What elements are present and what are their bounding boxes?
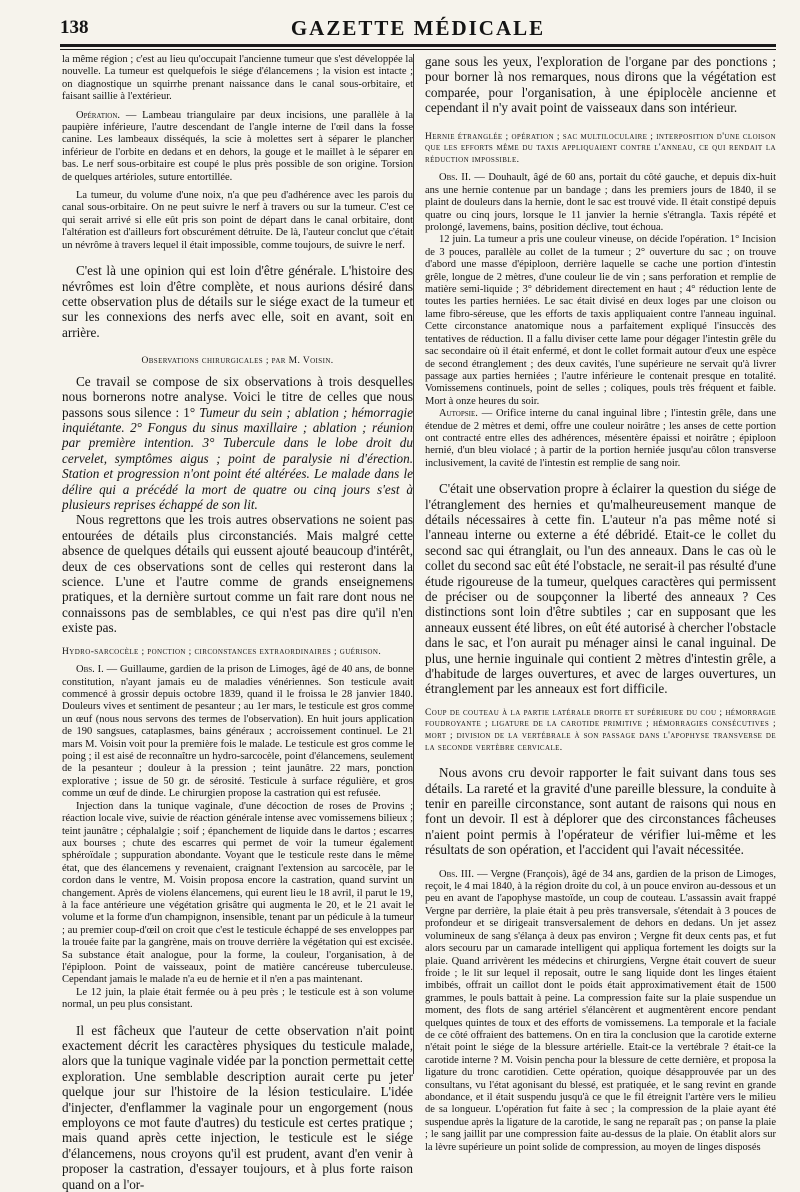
paragraph: Nous regrettons que les trois autres observations ne soient pas entourées de détails plus circonstanciés. Mais malgré cette absence de quelques détails qui eussent ajouté beaucoup d'intérêt, deux de ces observations sont de celles qui resteront dans la science. L'une et l'autre comme de grands enseignemens pratiques, et la dernière surtout comme un fait rare dont nous ne connaissons pas de semblables, ce qui n'est pas dire qu'il n'en existe pas. (62, 512, 413, 636)
paragraph: gane sous les yeux, l'exploration de l'organe par des ponctions ; pour borner là nos remarques, nous dirons que la végétation est comparée, pour l'organisation, à une épiplocèle ancienne et cependant il n'y avait point de vaisseaux dans son intérieur. (425, 54, 776, 116)
observation-2 (425, 172, 776, 234)
paragraph (62, 374, 413, 513)
paragraph-italic: Tumeur du sein ; ablation ; hémorragie inquiétante. 2° Fongus du sinus maxillaire ; ablation ; réunion par première intention. 3° Tubercule dans le lobe droit du cervelet, symptômes aigus ; point de paralysie ni d'érection. Station et progression n'ont point été altérées. Le malade dans le délire qui a précédé la mort de quatre ou cinq jours s'est à plusieurs reprises échappé de son lit. (62, 404, 413, 512)
paragraph: C'était une observation propre à éclairer la question du siége de l'étranglement des hernies et qu'malheureusement manque de détails nécessaires à cette fin. L'auteur n'a pas même noté si l'anneau interne ou externe a été débridé. Etait-ce le collet du second sac qui étranglait, ou l'un des anneaux. Dans le cas où le collet du second sac eût été l'obstacle, ne serait-il pas résulté d'une étude rigoureuse de la tumeur, quelques caractères qui permissent de préciser ou de soupçonner la liberté des anneaux ? Ces distinctions sont loin d'être subtiles ; car en supposant que les anneaux eussent été libres, on eût été autorisé à chercher l'obstacle dans le sac, et l'on aurait pu ménager ainsi le canal inguinal. De plus, une hernie inguinale qui contient 2 mètres d'intestin grêle, a d'habitude de larges ouvertures, et avec de larges ouvertures, un étranglement par les anneaux est fort difficile. (425, 481, 776, 697)
paragraph: la même région ; c'est au lieu qu'occupait l'ancienne tumeur que s'est développée la nouvelle. La tumeur est quelquefois le siége d'élancemens ; la vision est intacte ; on diagnostique un squirrhe prenant naissance dans le canal sous-orbitaire, et faisant saillie à l'extérieur. (62, 54, 413, 103)
paragraph: Nous avons cru devoir rapporter le fait suivant dans tous ses détails. La rareté et la gravité d'une pareille blessure, la conduite à tenir en pareille circonstance, sont autant de raisons qui nous en font un devoir. Il est à déplorer que des circonstances fâcheuses n'aient point permis à l'opérateur de vérifier lui-même et les résultats de son opération, et l'accident qui l'avait nécessitée. (425, 765, 776, 858)
right-column (425, 54, 776, 1154)
journal-title: GAZETTE MÉDICALE (290, 16, 546, 40)
left-column (62, 54, 413, 1192)
page-number: 138 (60, 17, 89, 38)
header-rule-thick (60, 44, 776, 47)
paragraph-autopsie (425, 408, 776, 470)
paragraph-text: — Lambeau triangulaire par deux incisions, une parallèle à la paupière inférieure, l'autre descendant de l'angle interne de l'œil dans la fosse canine. Les lambeaux disséqués, la scie à molettes sert à séparer le plancher inférieur de l'orbite en dedans et en dehors, la gouge et le maillet à le séparer en bas. Le nerf sous-orbitaire est coupé le plus près possible de son origine. Torsion de quelques artérioles, suture entortillée. (62, 109, 413, 183)
paragraph-text: — Vergne (François), âgé de 34 ans, gardien de la prison de Limoges, reçoit, le 4 mai 1840, à la région droite du col, à un pouce environ au-dessous et un peu en avant de l'apophyse mastoïde, un coup de couteau. L'assassin avait frappé Vergne par derrière, la plaie était à peu près transversale, s'étendait à 3 pouces de profondeur et se dirigeait transversalement de dehors en dedans. Un jet assez volumineux de sang s'élança à deux pas environ ; Vergne fit deux cents pas, et fut alors secouru par un camarade intelligent qui appliqua fortement les doigts sur la plaie. Quand arrivèrent les médecins et chirurgiens, Vergne était couvert de sueur froide ; le lit sur lequel il reposait, outre le sang liquide dont les linges étaient imbibés, offrait un caillot dont le poids était approximativement était de 1500 grammes, le pouls battait à peine. La compression faite sur la plaie suspendue un moment, des flots de sang artériel s'élancèrent et augmentèrent encore pendant quelques quintes de toux et des efforts de vomissemens. La temporale et la faciale de ce côté offraient des battemens. On en tira la conclusion que la carotide externe n'était point le siége de la blessure artérielle. Etait-ce la vertébrale ? était-ce la carotide interne ? M. Voisin pencha pour la blessure de cette dernière, et proposa la ligature du tronc carotidien. Cette opération, quoique désapprouvée par un des consultans, vu l'état agonisant du blessé, est pratiquée, et le sang revint en grande abondance, et il était suspendu jusqu'à ce que le fil étreignit l'artère vers le milieu de sa longueur. L'opération fut faite à sec ; la compression de la plaie ayant été suspendue après la ligature de la carotide, le sang ne reparaît pas ; on panse la plaie ; le sang jaillit par une compression faite au-dessus de la plaie. On établit alors sur la lèvre supérieure un point solide de compression, au moyen de linges disposés (425, 868, 776, 1153)
observation-1 (62, 664, 413, 800)
paragraph: La tumeur, du volume d'une noix, n'a que peu d'adhérence avec les parois du canal sous-orbitaire. On ne peut suivre le nerf à travers ou sur la tumeur. C'est ce qui serait arrivé si elle eût pris son point de départ dans le canal orbitaire, dont l'altération est d'ailleurs fort obscurément détruite. De là, l'auteur conclut que c'était un névrôme à travers lequel il était impossible, comme toujours, de suivre le nerf. (62, 190, 413, 251)
run-in-heading: Autopsie. (439, 408, 478, 420)
run-in-heading: Obs. I. (76, 664, 104, 676)
observation-3 (425, 869, 776, 1154)
column-divider (413, 54, 414, 1074)
paragraph: Le 12 juin, la plaie était fermée ou à peu près ; le testicule est à son volume normal, un peu plus consistant. (62, 986, 413, 1011)
paragraph: 12 juin. La tumeur a pris une couleur vineuse, on décide l'opération. 1° Incision de 3 pouces, parallèle au collet de la tumeur ; 2° ouverture du sac ; on trouve d'abord une masse d'épiploon, derrière laquelle se cache une portion d'intestin grêle, longue de 2 mètres, d'une couleur lie de vin ; sans perforation et remplie de matière semi-liquide ; 3° débridement directement en haut ; 4° réduction lente de toutes les parties herniées. Le sac était divisé en deux loges par une cloison ou lame fibro-séreuse, que les efforts de taxis appliquaient contre l'anneau inguinal. Cette circonstance anatomique nous a parfaitement expliqué l'insuccès des tentatives de réduction. Il a fallu diviser cette lame pour dégager l'intestin grêle du sac secondaire où il était enfermé, et dont le collet formait autour d'eux une espèce de second étranglement ; des deux cavités, l'une supérieure ne servait qu'à livrer passage aux parties herniées ; l'autre inférieure le contenait presque en totalité. Vomissemens continuels, point de selles ; coliques, pouls très fréquent et faible. Mort à onze heures du soir. (425, 234, 776, 407)
paragraph-operation (62, 110, 413, 184)
paragraph-text: Ce travail se compose de six observations à trois desquelles nous bornerons notre analyse. Voici le titre de celles que nous passons sous silence : 1° (62, 373, 413, 420)
paragraph: Il est fâcheux que l'auteur de cette observation n'ait point exactement décrit les caractères physiques du testicule malade, alors que la tunique vaginale vidée par la ponction permettait cette exploration. Une semblable description aurait certe pu jeter quelque jour sur l'histoire de la lésion testiculaire. L'idée d'injecter, d'enflammer la vaginale pour un engorgement (nous employons ce mot faute d'autres) du testicule est certes pratique ; mais quand après cette injection, le testicule est le siége d'élancemens, nous croyons qu'il est prudent, avant d'en venir à proposer la castration, d'essayer toujours, et à plus forte raison quand on a l'or- (62, 1022, 413, 1192)
section-heading: Coup de couteau à la partie latérale droite et supérieure du cou ; hémorragie foudroyante ; ligature de la carotide primitive ; hémorragies consécutives ; mort ; division de la vertébrale à son passage dans l'apophyse transverse de la seconde vertèbre cervicale. (425, 707, 776, 753)
paragraph-text: — Guillaume, gardien de la prison de Limoges, âgé de 40 ans, de bonne constitution, n'ayant jamais eu de maladies vénériennes. Son testicule avait commencé à grossir depuis octobre 1839, quand il le froissa le 28 janvier 1840. Douleurs vives et sentiment de pesanteur ; au 1er mars, le testicule est gros comme un œuf (nous nous servons des termes de l'observation). En huit jours application de 190 sangsues, cataplasmes, bains généraux ; accroissement continuel. Le 21 mars M. Voisin voit pour la première fois le malade. Le testicule est gros comme le poing ; il est aisé de reconnaître un hydro-sarcocèle, point d'élancemens, seulement de la pesanteur ; douleur à la pression ; teint jaunâtre. 22 mars, ponction explorative ; issue de 50 gr. de sérosité. Testicule à surface régulière, et gros comme un œuf de dinde. Le chirurgien propose la castration qui est refusée. (62, 664, 413, 800)
page-header (60, 14, 776, 44)
paragraph: C'est là une opinion qui est loin d'être générale. L'histoire des névrômes est loin d'être complète, et nous aurions désiré dans cette observation plus de détails sur le siége exact de la tumeur et sur les connexions des nerfs avec elle, soit en avant, soit en arrière. (62, 263, 413, 340)
run-in-heading: Obs. II. (439, 172, 471, 184)
paragraph-text: — Orifice interne du canal inguinal libre ; l'intestin grêle, dans une étendue de 2 mètres et demi, offre une couleur noirâtre ; les anses de cette portion ont contracté entre elles des adhérences, mésentère épaissi et noirâtre ; épiploon hernié, d'un bleu violacé ; à partir de la portion herniée jusqu'au côlon transverse inclusivement, la cavité de l'intestin est remplie de sang noir. (425, 408, 776, 469)
run-in-heading: Obs. III. (439, 868, 474, 880)
paragraph-text: — Douhault, âgé de 60 ans, portait du côté gauche, et depuis dix-huit ans une hernie contenue par un bandage ; dans les premiers jours de 1840, il se plaint de douleurs dans la hernie, dont le sac est trouvé vide. Il était constipé depuis quatre ou cinq jours, lorsque le 11 janvier la hernie s'étrangla. Taxis répété et prolongé, lavemens, bains, position déclive, tout échoua. (425, 172, 776, 234)
run-in-heading: Opération. (76, 109, 121, 121)
paragraph: Injection dans la tunique vaginale, d'une décoction de roses de Provins ; réaction locale vive, suivie de réaction générale intense avec vomissemens bilieux ; teint jaunâtre ; céphalalgie ; soif ; épanchement de liquide dans le dartos ; escarres aux bourses ; chute des escarres qui permet de voir la tumeur également sphéroïdale ; suppuration abondante. Voyant que le testicule reste dans le même état, que des élancemens y revenaient, craignant l'extension au sarcocèle, par le cordon dans le ventre, M. Voisin proposa encore la castration, quand survint un changement. Après de violens élancemens, qui eurent lieu le 18 avril, il parut le 19, à la face antérieure une végétation grisâtre qui augmenta le 20, et le 21 avait le volume et la forme d'un champignon, insensible, tenant par un pédicule à la tumeur ; au premier coup-d'œil on croit que c'est le testicule échappé de ses enveloppes par la trouée faite par la gangrène, mais on trouve derrière la végétation qui est excisée. Sa substance était analogue, pour la forme, la couleur, l'organisation, à de l'épiploon. Point de vaisseaux, point de matière cancéreuse tuberculeuse. Cependant jamais le malade n'a eu de hernie et il n'en a pas maintenant. (62, 800, 414, 986)
section-heading: Observations chirurgicales ; par M. Voisin. (141, 356, 334, 367)
section-heading: Hydro-sarcocèle ; ponction ; circonstances extraordinaires ; guérison. (62, 646, 382, 657)
section-heading: Hernie étranglée ; opération ; sac multiloculaire ; interposition d'une cloison que les efforts même du taxis appliquaient contre l'anneau, ce qui rendait la réduction impossible. (425, 131, 776, 165)
header-rule-thin (60, 49, 776, 50)
